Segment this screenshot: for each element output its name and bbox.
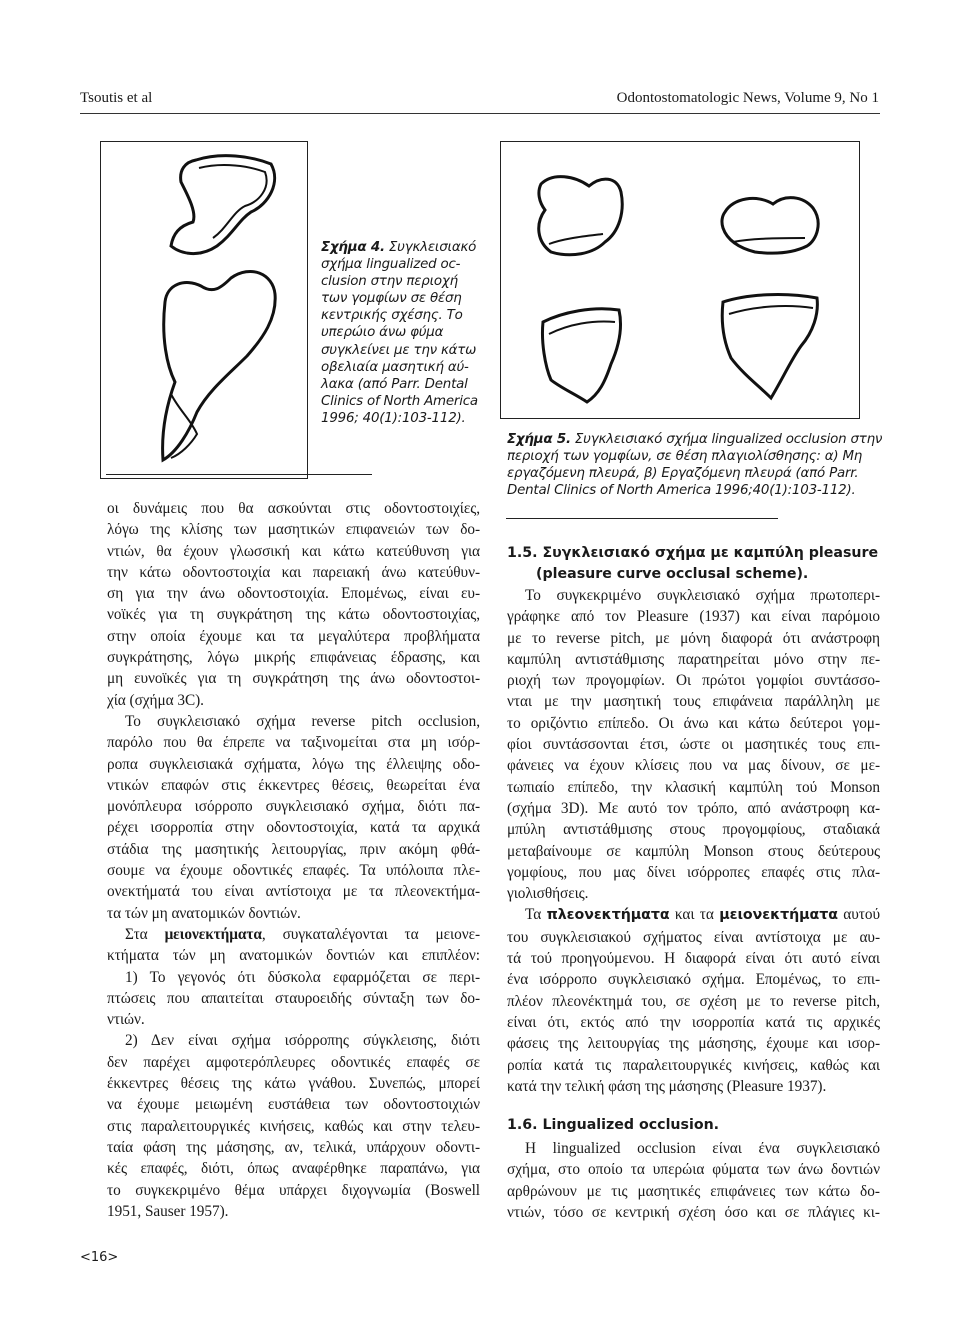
figure-5-illustration	[500, 141, 860, 419]
running-header-journal: Odontostomatologic News, Volume 9, No 1	[616, 90, 879, 106]
text-line-with-bold: Τα πλεονεκτήματα και τα μειονεκτήματα αυτού	[525, 906, 881, 924]
text-line: ντιών.	[107, 1011, 145, 1029]
text-line: κτήματα τών μη ανατομικών δοντιών και επιπλέον:	[107, 947, 480, 965]
caption-line: υπερώιο άνω φύμα	[321, 325, 444, 341]
lower-tooth-right-outline	[722, 295, 817, 398]
text-line: κατά την τελική φάση της μάσησης (Pleasure 1937).	[507, 1077, 827, 1095]
text-line: 1951, Sauser 1957).	[107, 1202, 229, 1220]
text-line: ροπα συγκλεισιακά σχήματα, λόγω της έλλειψης οδο-	[107, 755, 480, 773]
text-line: τωπιαίο επίπεδο, την κλασική καμπύλη τού Monson	[507, 778, 880, 796]
text-line: καμπύλη αντιστάθμισης παρατηρείται μόνο στην πε-	[507, 650, 880, 668]
text-line: δεν παρέχει αμφοτερόπλευρες οδοντικές επαφές σε	[107, 1053, 480, 1071]
caption-line: clusion στην περιοχή	[321, 274, 458, 290]
text-line: έκκεντρες θέσεις της κάτω γνάθου. Συνεπώς, μπορεί	[107, 1075, 480, 1093]
text-line: (σχήμα 3D). Με αυτό τον τρόπο, από ανάστροφη κα-	[507, 799, 880, 817]
caption-divider	[506, 518, 778, 519]
text-line: φάσεις της λειτουργίας της μάσησης, έχουμε και ισορ-	[507, 1035, 880, 1053]
text-line: ένα ισόρροπο συγκλεισιακό σχήμα. Επομένως, το επι-	[507, 971, 880, 989]
caption-line: Συγκλεισιακό σχήμα lingualized occlusion στην	[574, 432, 883, 447]
text-line: την κάτω οδοντοστοιχία και παρειακή άνω κατεύθυν-	[107, 563, 480, 581]
section-1-6-heading: 1.6. Lingualized occlusion.	[507, 1117, 720, 1133]
section-1-5-heading	[507, 543, 878, 586]
heading-line: 1.5. Συγκλεισιακό σχήμα με καμπύλη pleasure	[507, 545, 879, 561]
caption-line: εργαζόμενη πλευρά, β) Εργαζόμενη πλευρά (από Parr.	[507, 466, 859, 482]
caption-line: κεντρικής σχέσης. Το	[321, 308, 463, 324]
text-line: μπύλη αντιστάθμισης στους προγομφίους, σταδιακά	[507, 821, 880, 839]
text-line: στάδια της μασητικής λειτουργίας, πριν ακόμη φθά-	[107, 840, 480, 858]
text-line: πτώσεις που απαιτείται σταυροειδής σύνταξη των δο-	[107, 989, 480, 1007]
text-line: νται με την μασητική τους επιφάνεια παράλληλη με	[507, 693, 880, 711]
heading-line: (pleasure curve occlusal scheme).	[536, 566, 809, 583]
header-rule	[80, 113, 880, 114]
running-header-authors: Tsoutis et al	[80, 90, 153, 106]
page-number: <16>	[80, 1250, 119, 1265]
text-line: μεταβαίνουμε σε καμπύλη Monson στους δεύτερους	[507, 842, 880, 860]
text-line: να έχουμε μειωμένη ευστάθεια των οδοντοστοιχιών	[107, 1096, 480, 1114]
molar-lateral-excursion-drawing	[501, 142, 859, 418]
figure-5-label: Σχήμα 5.	[507, 432, 571, 447]
text-line: ντιών, θα έχουν γλωσσική και κάτω κατεύθυνση για	[107, 542, 480, 560]
text-line: κές επαφές, διότι, όπως αναφέρθηκε παραπάνω, για	[107, 1160, 480, 1178]
text-line: μονόπλευρα ισόρροπο συγκλεισιακό σχήμα, διότι πα-	[107, 798, 480, 816]
text-line: στην οποία έχουμε και τα μεγαλύτερα προβλήματα	[107, 627, 480, 645]
caption-line: των γομφίων σε θέση	[321, 291, 462, 307]
figure-5-caption	[507, 431, 883, 499]
text-line-with-bold: Στα μειονεκτήματα, συγκαταλέγονται τα μειονε-	[125, 925, 480, 943]
text-line: ση για την άνω οδοντοστοιχία. Επομένως, είναι ευ-	[107, 585, 480, 603]
figure-4-caption	[321, 239, 491, 427]
text-line: ντικών επαφών στις έκκεντρες θέσεις, θεωρείται ένα	[107, 776, 480, 794]
text-line: ντιών, τόσο σε κεντρική σχέση όσο και σε πλάγιες κι-	[507, 1203, 880, 1221]
bold-term: μειονεκτήματα	[164, 925, 262, 943]
caption-divider	[106, 474, 372, 475]
caption-line: Clinics of North America	[321, 393, 478, 409]
caption-line: συγκλείνει με την κάτω	[321, 342, 477, 358]
text-line: μη ευνοϊκές για τη συγκράτηση της άνω οδοντοστοι-	[107, 670, 480, 688]
section-1-6-text	[507, 1138, 880, 1223]
caption-line: Συγκλεισιακό	[388, 240, 477, 255]
text-line: ριοχή των προγομφίων. Οι πρώτοι γομφίοι συντάσσο-	[507, 672, 880, 690]
caption-line: οβελιαία μασητική αύ-	[321, 359, 469, 375]
left-text-column	[107, 498, 480, 1222]
text-line: 2) Δεν είναι σχήμα ισόρροπης σύγκλεισης, διότι	[125, 1032, 480, 1050]
text-line: νοϊκές για τη συγκράτηση της κάτω οδοντοστοιχίας,	[107, 606, 480, 624]
caption-line: λακα (από Parr. Dental	[321, 376, 468, 392]
text-line: Το συγκεκριμένο συγκλεισιακό σχήμα πρωτοπερι-	[525, 587, 880, 604]
text-line: το συγκεκριμένο θέμα υπάρχει διχογνωμία (Boswell	[107, 1181, 480, 1199]
upper-tooth-right-outline	[722, 198, 818, 254]
text-line: λόγω της κλίσης των μασητικών επιφανειών των δο-	[107, 521, 480, 539]
text-line: φίοι συντάσσονται έτσι, ώστε οι μασητικές τους επι-	[507, 736, 880, 754]
text-line: ροπία κατά τις παραλειτουργικές κινήσεις, καθώς και	[507, 1056, 880, 1074]
text-line: παρόλο που θα έπρεπε να ταξινομείται στα μη ισόρ-	[107, 734, 480, 752]
text-line: στις παραλειτουργικές κινήσεις, καθώς και στην τελευ-	[107, 1117, 480, 1135]
text-line: γομφίους, που μας δίνει ισόρροπες επαφές στις πλα-	[507, 863, 880, 881]
text-line: Η lingualized occlusion είναι ένα συγκλεισιακό	[525, 1140, 880, 1157]
figure-4-label: Σχήμα 4.	[321, 240, 385, 255]
lower-tooth-outline	[163, 271, 276, 460]
right-text-column	[507, 585, 880, 1097]
text-line: τά τού προηγούμενου. Η διαφορά είναι ότι αυτό είναι	[507, 950, 880, 968]
text-line: σχήμα, στο οποίο τα υπερώια φύματα των άνω δοντιών	[507, 1161, 880, 1179]
text-line: Το συγκλεισιακό σχήμα reverse pitch occlusion,	[125, 712, 480, 730]
text-line: είναι ότι, εκτός από την ισορροπία κατά τις αρχικές	[507, 1013, 880, 1031]
text-line: 1) Το γεγονός ότι δύσκολα εφαρμόζεται σε περι-	[125, 968, 480, 986]
text-line: τα τών μη ανατομικών δοντιών.	[107, 904, 301, 922]
text-line: πλέον πλεονέκτημά του, σε σχέση με το reverse pitch,	[507, 992, 880, 1010]
figure-4-illustration	[100, 141, 308, 479]
text-line: γράφηκε από τον Pleasure (1937) και είναι παρόμοιο	[507, 608, 880, 626]
text-line: χία (σχήμα 3C).	[107, 691, 204, 709]
text-line: ταία φάση της μάσησης, αν, τελικά, υπάρχουν οδοντι-	[107, 1138, 480, 1156]
text-line: το οριζόντιο επίπεδο. Οι άνω και κάτω δεύτεροι γομ-	[507, 714, 880, 732]
caption-line: 1996; 40(1):103-112).	[321, 410, 466, 426]
caption-line: περιοχή των γομφίων, σε θέση πλαγιολίσθησης: α) Μη	[507, 449, 863, 465]
text-line: σουμε να έχουμε οδοντικές επαφές. Τα υπόλοιπα πλε-	[107, 862, 480, 880]
text-line: συγκράτησης, λόγω μικρής επιφάνειας έδρασης, και	[107, 649, 480, 667]
text-line: με το reverse pitch, με μόνη διαφορά ότι ανάστροφη	[507, 629, 880, 647]
caption-line: Dental Clinics of North America 1996;40(1):103-112).	[507, 483, 856, 499]
text-line: οι δυνάμεις που θα ασκούνται στις οδοντοστοιχίες,	[107, 500, 480, 517]
text-line: γιολισθήσεις.	[507, 885, 589, 903]
molar-occlusion-drawing	[101, 142, 307, 478]
text-line: ονεκτήματά του είναι αντίστοιχα με τα πλεονεκτήμα-	[107, 883, 480, 901]
caption-line: σχήμα lingualized oc-	[321, 257, 461, 273]
text-line: φάνειες να έχουν κλίσεις που να μας δίνουν, σε με-	[507, 757, 880, 775]
text-line: αρθρώνουν με τις μασητικές επιφάνειες των κάτω δο-	[507, 1182, 880, 1200]
text-line: του συγκλεισιακού σχήματος είναι αντίστοιχα με αυ-	[507, 928, 880, 946]
text-line: ρέχει ισορροπία στην οδοντοστοιχία, κατά τα αρχικά	[107, 819, 480, 837]
